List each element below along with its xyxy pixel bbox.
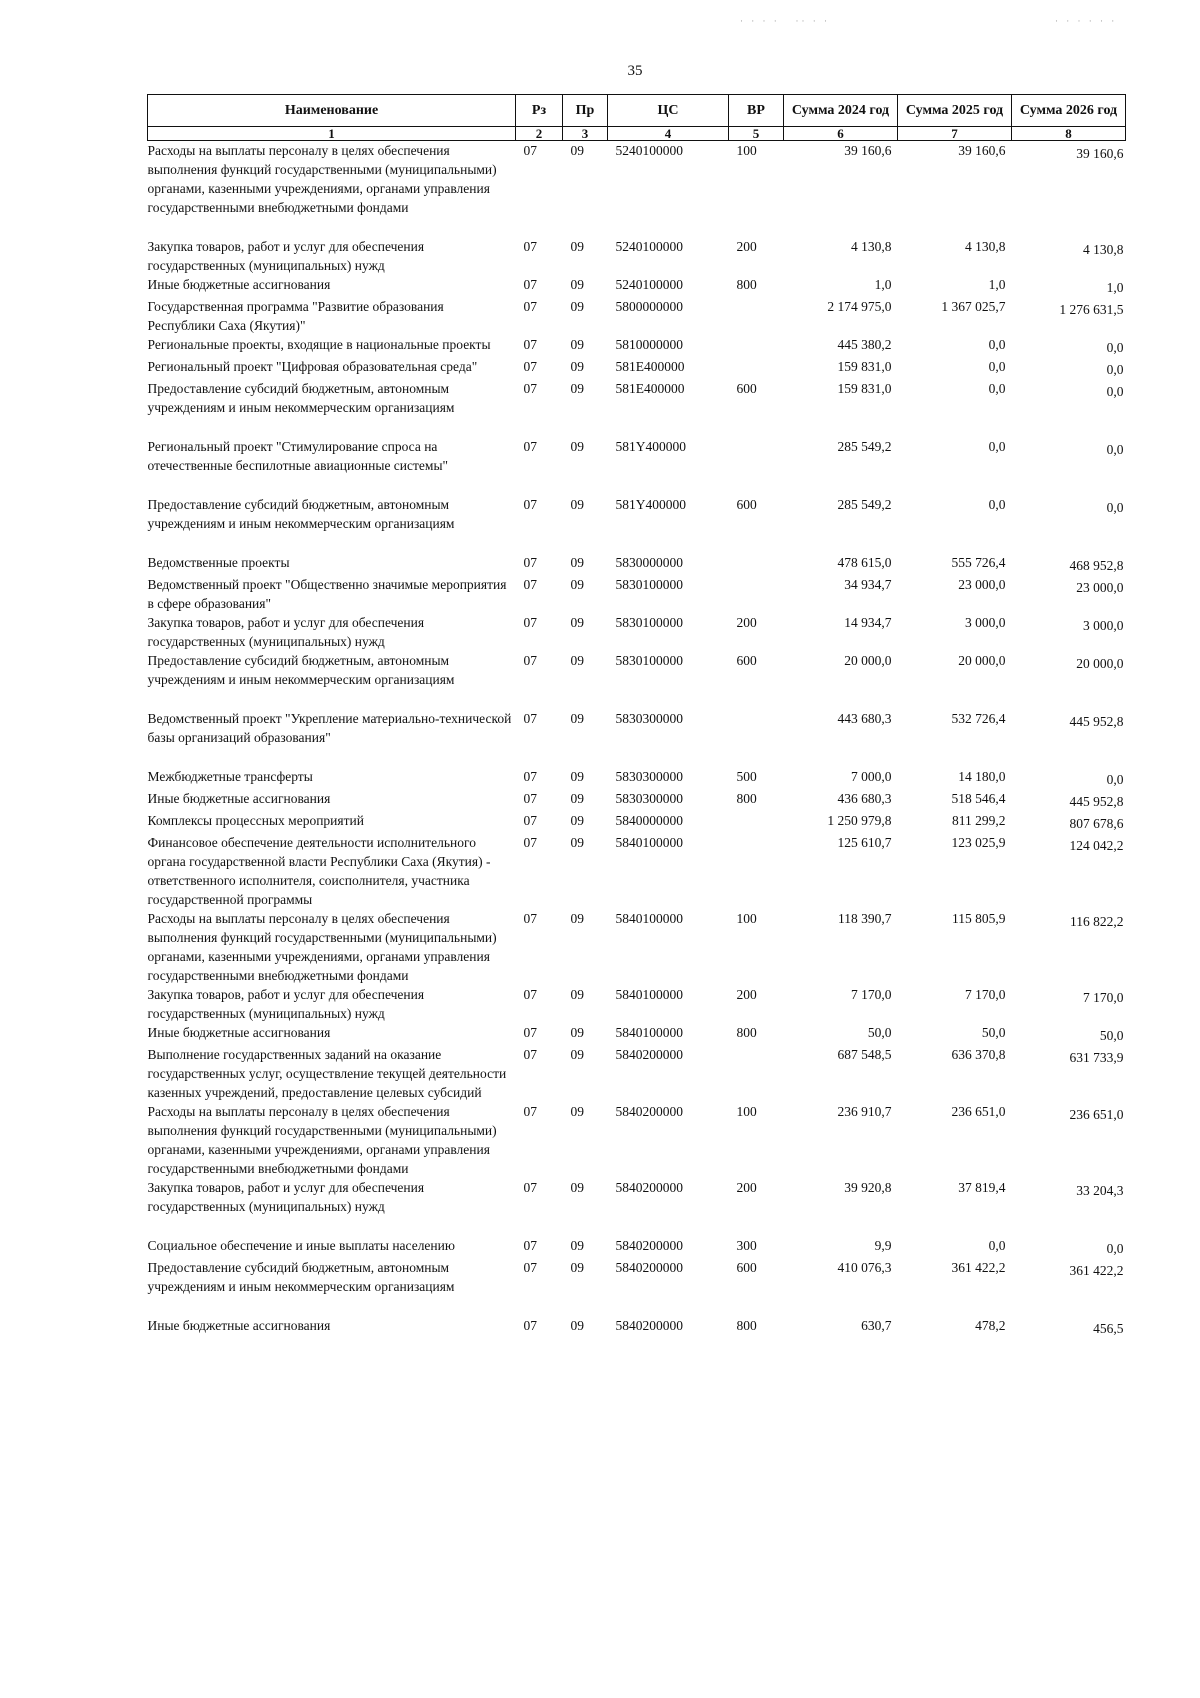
row-cs: 5840200000 bbox=[615, 1238, 683, 1253]
row-sum-2024: 20 000,0 bbox=[844, 653, 892, 668]
row-sum-2024: 125 610,7 bbox=[837, 835, 892, 850]
scan-artifact: · · · · · · bbox=[1055, 16, 1118, 26]
row-cs: 5830000000 bbox=[615, 555, 683, 570]
row-sum-2026: 0,0 bbox=[1106, 384, 1124, 399]
row-cs: 581Y400000 bbox=[615, 439, 686, 454]
row-sum-2024: 2 174 975,0 bbox=[827, 299, 892, 314]
row-sum-2026: 0,0 bbox=[1106, 1241, 1124, 1256]
header-pr: Пр bbox=[563, 95, 608, 127]
row-pr: 09 bbox=[570, 711, 584, 726]
row-sum-2026: 445 952,8 bbox=[1069, 794, 1124, 809]
row-cs: 581Y400000 bbox=[615, 497, 686, 512]
row-sum-2025: 39 160,6 bbox=[958, 143, 1006, 158]
row-vr bbox=[729, 833, 784, 909]
row-sum-2025: 3 000,0 bbox=[965, 615, 1006, 630]
row-pr: 09 bbox=[570, 299, 584, 314]
row-pr: 09 bbox=[570, 1047, 584, 1062]
row-sum-2025: 23 000,0 bbox=[958, 577, 1006, 592]
row-name: Ведомственные проекты bbox=[147, 555, 290, 570]
column-number: 6 bbox=[784, 127, 898, 141]
row-vr: 100 bbox=[736, 143, 757, 158]
row-rz: 07 bbox=[523, 299, 537, 314]
row-cs: 5840100000 bbox=[615, 835, 683, 850]
column-number: 8 bbox=[1012, 127, 1126, 141]
row-sum-2025: 1,0 bbox=[988, 277, 1006, 292]
row-pr: 09 bbox=[570, 381, 584, 396]
row-pr: 09 bbox=[570, 987, 584, 1002]
table-row bbox=[148, 335, 1126, 357]
row-pr: 09 bbox=[570, 1260, 584, 1275]
table-body bbox=[148, 141, 1126, 1339]
row-cs: 5240100000 bbox=[615, 143, 683, 158]
row-rz: 07 bbox=[523, 239, 537, 254]
row-name: Иные бюджетные ассигнования bbox=[147, 1025, 331, 1040]
row-sum-2026: 116 822,2 bbox=[1070, 914, 1124, 929]
row-sum-2026: 7 170,0 bbox=[1083, 990, 1124, 1005]
row-sum-2026: 0,0 bbox=[1106, 340, 1124, 355]
table-header bbox=[148, 95, 1126, 141]
row-sum-2026: 468 952,8 bbox=[1069, 558, 1124, 573]
table-row bbox=[148, 1236, 1126, 1258]
row-pr: 09 bbox=[570, 813, 584, 828]
row-sum-2026: 361 422,2 bbox=[1069, 1263, 1124, 1278]
row-vr: 600 bbox=[736, 381, 757, 396]
row-pr: 09 bbox=[570, 835, 584, 850]
row-rz: 07 bbox=[523, 143, 537, 158]
row-pr: 09 bbox=[570, 359, 584, 374]
row-sum-2025: 0,0 bbox=[988, 1238, 1006, 1253]
row-pr: 09 bbox=[570, 143, 584, 158]
row-sum-2024: 1 250 979,8 bbox=[827, 813, 892, 828]
row-vr: 500 bbox=[736, 769, 757, 784]
row-sum-2025: 0,0 bbox=[988, 337, 1006, 352]
row-vr bbox=[729, 575, 784, 613]
table-row bbox=[148, 613, 1126, 651]
row-vr: 100 bbox=[736, 911, 757, 926]
row-sum-2025: 236 651,0 bbox=[951, 1104, 1006, 1119]
row-cs: 5830300000 bbox=[615, 791, 683, 806]
column-number: 2 bbox=[516, 127, 563, 141]
row-rz: 07 bbox=[523, 381, 537, 396]
column-number: 3 bbox=[563, 127, 608, 141]
table-row bbox=[148, 575, 1126, 613]
row-pr: 09 bbox=[570, 1025, 584, 1040]
row-name: Закупка товаров, работ и услуг для обеспечения государственных (муниципальных) нужд bbox=[147, 987, 425, 1021]
row-sum-2024: 443 680,3 bbox=[837, 711, 892, 726]
row-cs: 5840100000 bbox=[615, 987, 683, 1002]
row-sum-2024: 285 549,2 bbox=[837, 439, 892, 454]
row-vr: 200 bbox=[736, 987, 757, 1002]
row-name: Закупка товаров, работ и услуг для обеспечения государственных (муниципальных) нужд bbox=[147, 615, 425, 649]
row-name: Расходы на выплаты персоналу в целях обеспечения выполнения функций государственными (муниципальными) органами, казенными учреждениями, органами управления государственными внебюджетными фондами bbox=[147, 1104, 497, 1176]
row-sum-2026: 50,0 bbox=[1099, 1028, 1124, 1043]
row-name: Закупка товаров, работ и услуг для обеспечения государственных (муниципальных) нужд bbox=[147, 239, 425, 273]
row-rz: 07 bbox=[523, 277, 537, 292]
table-row bbox=[148, 297, 1126, 335]
row-vr: 800 bbox=[736, 791, 757, 806]
row-rz: 07 bbox=[523, 1104, 537, 1119]
row-rz: 07 bbox=[523, 1238, 537, 1253]
row-name: Расходы на выплаты персоналу в целях обеспечения выполнения функций государственными (муниципальными) органами, казенными учреждениями, органами управления государственными внебюджетными фондами bbox=[147, 911, 497, 983]
table-row bbox=[148, 553, 1126, 575]
row-pr: 09 bbox=[570, 911, 584, 926]
header-sum-2025: Сумма 2025 год bbox=[898, 95, 1012, 127]
row-name: Межбюджетные трансферты bbox=[147, 769, 313, 784]
row-rz: 07 bbox=[523, 711, 537, 726]
row-pr: 09 bbox=[570, 277, 584, 292]
row-sum-2024: 159 831,0 bbox=[837, 381, 892, 396]
row-cs: 5800000000 bbox=[615, 299, 683, 314]
row-name: Региональный проект "Цифровая образовательная среда" bbox=[147, 359, 478, 374]
row-sum-2025: 115 805,9 bbox=[952, 911, 1006, 926]
row-sum-2026: 631 733,9 bbox=[1069, 1050, 1124, 1065]
row-sum-2025: 7 170,0 bbox=[965, 987, 1006, 1002]
row-cs: 5830300000 bbox=[615, 769, 683, 784]
row-sum-2025: 518 546,4 bbox=[951, 791, 1006, 806]
row-cs: 581E400000 bbox=[615, 381, 685, 396]
row-pr: 09 bbox=[570, 439, 584, 454]
row-vr: 200 bbox=[736, 1180, 757, 1195]
row-name: Предоставление субсидий бюджетным, автономным учреждениям и иным некоммерческим организациям bbox=[147, 381, 455, 415]
row-cs: 5840100000 bbox=[615, 1025, 683, 1040]
header-cs: ЦС bbox=[608, 95, 729, 127]
row-sum-2026: 445 952,8 bbox=[1069, 714, 1124, 729]
row-sum-2024: 285 549,2 bbox=[837, 497, 892, 512]
row-rz: 07 bbox=[523, 359, 537, 374]
header-rz: Рз bbox=[516, 95, 563, 127]
row-cs: 5840200000 bbox=[615, 1260, 683, 1275]
row-sum-2026: 23 000,0 bbox=[1076, 580, 1124, 595]
row-sum-2025: 4 130,8 bbox=[965, 239, 1006, 254]
row-pr: 09 bbox=[570, 1180, 584, 1195]
row-vr bbox=[729, 811, 784, 833]
table-row bbox=[148, 651, 1126, 709]
row-rz: 07 bbox=[523, 791, 537, 806]
row-pr: 09 bbox=[570, 1104, 584, 1119]
table-row bbox=[148, 495, 1126, 553]
row-sum-2024: 9,9 bbox=[874, 1238, 892, 1253]
header-vr: ВР bbox=[729, 95, 784, 127]
table-row bbox=[148, 275, 1126, 297]
row-rz: 07 bbox=[523, 1180, 537, 1195]
row-name: Предоставление субсидий бюджетным, автономным учреждениям и иным некоммерческим организациям bbox=[147, 1260, 455, 1294]
table-row bbox=[148, 1102, 1126, 1178]
row-vr: 300 bbox=[736, 1238, 757, 1253]
row-rz: 07 bbox=[523, 615, 537, 630]
row-pr: 09 bbox=[570, 1238, 584, 1253]
table-row bbox=[148, 811, 1126, 833]
row-name: Социальное обеспечение и иные выплаты населению bbox=[147, 1238, 455, 1253]
row-sum-2026: 0,0 bbox=[1106, 772, 1124, 787]
row-name: Расходы на выплаты персоналу в целях обеспечения выполнения функций государственными (муниципальными) органами, казенными учреждениями, органами управления государственными внебюджетными фондами bbox=[147, 143, 497, 215]
row-vr bbox=[729, 553, 784, 575]
row-vr: 100 bbox=[736, 1104, 757, 1119]
row-sum-2025: 636 370,8 bbox=[951, 1047, 1006, 1062]
row-sum-2026: 20 000,0 bbox=[1076, 656, 1124, 671]
row-sum-2024: 1,0 bbox=[874, 277, 892, 292]
table-row bbox=[148, 1045, 1126, 1102]
row-name: Иные бюджетные ассигнования bbox=[147, 791, 331, 806]
row-cs: 5830100000 bbox=[615, 653, 683, 668]
row-rz: 07 bbox=[523, 1318, 537, 1333]
row-pr: 09 bbox=[570, 653, 584, 668]
column-number: 4 bbox=[608, 127, 729, 141]
row-sum-2024: 236 910,7 bbox=[837, 1104, 892, 1119]
row-vr: 600 bbox=[736, 497, 757, 512]
row-vr: 600 bbox=[736, 653, 757, 668]
row-vr: 800 bbox=[736, 1318, 757, 1333]
table-row bbox=[148, 1316, 1126, 1338]
row-cs: 581E400000 bbox=[615, 359, 685, 374]
row-rz: 07 bbox=[523, 577, 537, 592]
row-sum-2024: 687 548,5 bbox=[837, 1047, 892, 1062]
table-row bbox=[148, 833, 1126, 909]
row-rz: 07 bbox=[523, 555, 537, 570]
table-row bbox=[148, 357, 1126, 379]
row-pr: 09 bbox=[570, 337, 584, 352]
row-sum-2025: 14 180,0 bbox=[958, 769, 1006, 784]
table-row bbox=[148, 379, 1126, 437]
row-name: Предоставление субсидий бюджетным, автономным учреждениям и иным некоммерческим организациям bbox=[147, 653, 455, 687]
row-pr: 09 bbox=[570, 555, 584, 570]
row-sum-2024: 436 680,3 bbox=[837, 791, 892, 806]
row-rz: 07 bbox=[523, 653, 537, 668]
row-name: Выполнение государственных заданий на оказание государственных услуг, осуществление текущей деятельности казенных учреждений, предоставление целевых субсидий bbox=[147, 1047, 507, 1100]
row-rz: 07 bbox=[523, 1025, 537, 1040]
row-sum-2026: 3 000,0 bbox=[1083, 618, 1124, 633]
row-vr bbox=[729, 709, 784, 767]
row-pr: 09 bbox=[570, 239, 584, 254]
table-row bbox=[148, 437, 1126, 495]
page-number: 35 bbox=[627, 63, 643, 79]
row-sum-2026: 0,0 bbox=[1106, 500, 1124, 515]
row-sum-2024: 4 130,8 bbox=[851, 239, 892, 254]
row-sum-2026: 807 678,6 bbox=[1069, 816, 1124, 831]
row-cs: 5840200000 bbox=[615, 1180, 683, 1195]
row-vr: 600 bbox=[736, 1260, 757, 1275]
row-sum-2024: 7 170,0 bbox=[851, 987, 892, 1002]
row-cs: 5830100000 bbox=[615, 577, 683, 592]
header-row bbox=[148, 95, 1126, 127]
row-sum-2026: 1,0 bbox=[1106, 280, 1124, 295]
row-sum-2026: 456,5 bbox=[1093, 1321, 1124, 1336]
row-sum-2026: 124 042,2 bbox=[1069, 838, 1124, 853]
column-number-row bbox=[148, 127, 1126, 141]
row-cs: 5840000000 bbox=[615, 813, 683, 828]
row-cs: 5840100000 bbox=[615, 911, 683, 926]
row-pr: 09 bbox=[570, 615, 584, 630]
row-cs: 5840200000 bbox=[615, 1104, 683, 1119]
row-sum-2025: 478,2 bbox=[975, 1318, 1006, 1333]
row-vr bbox=[729, 1045, 784, 1102]
row-vr: 800 bbox=[736, 277, 757, 292]
row-sum-2026: 1 276 631,5 bbox=[1059, 302, 1124, 317]
row-name: Ведомственный проект "Общественно значимые мероприятия в сфере образования" bbox=[147, 577, 507, 611]
row-cs: 5840200000 bbox=[615, 1047, 683, 1062]
row-name: Государственная программа "Развитие образования Республики Саха (Якутия)" bbox=[147, 299, 444, 333]
row-cs: 5830100000 bbox=[615, 615, 683, 630]
row-rz: 07 bbox=[523, 1047, 537, 1062]
row-cs: 5830300000 bbox=[615, 711, 683, 726]
row-sum-2024: 445 380,2 bbox=[837, 337, 892, 352]
row-sum-2025: 811 299,2 bbox=[952, 813, 1006, 828]
row-sum-2025: 361 422,2 bbox=[951, 1260, 1006, 1275]
row-sum-2025: 0,0 bbox=[988, 497, 1006, 512]
row-rz: 07 bbox=[523, 337, 537, 352]
row-sum-2026: 33 204,3 bbox=[1076, 1183, 1124, 1198]
row-name: Предоставление субсидий бюджетным, автономным учреждениям и иным некоммерческим организациям bbox=[147, 497, 455, 531]
row-rz: 07 bbox=[523, 911, 537, 926]
row-name: Иные бюджетные ассигнования bbox=[147, 277, 331, 292]
row-pr: 09 bbox=[570, 577, 584, 592]
row-pr: 09 bbox=[570, 497, 584, 512]
header-sum-2026: Сумма 2026 год bbox=[1012, 95, 1126, 127]
budget-table bbox=[147, 94, 1126, 1338]
row-sum-2026: 39 160,6 bbox=[1076, 146, 1124, 161]
table-row bbox=[148, 985, 1126, 1023]
table-row bbox=[148, 1023, 1126, 1045]
row-sum-2024: 118 390,7 bbox=[838, 911, 892, 926]
row-sum-2025: 37 819,4 bbox=[958, 1180, 1006, 1195]
row-sum-2024: 39 920,8 bbox=[844, 1180, 892, 1195]
header-name: Наименование bbox=[148, 95, 516, 127]
row-rz: 07 bbox=[523, 835, 537, 850]
row-sum-2024: 39 160,6 bbox=[844, 143, 892, 158]
row-name: Комплексы процессных мероприятий bbox=[147, 813, 364, 828]
column-number: 1 bbox=[148, 127, 516, 141]
row-rz: 07 bbox=[523, 439, 537, 454]
row-pr: 09 bbox=[570, 791, 584, 806]
row-name: Финансовое обеспечение деятельности исполнительного органа государственной власти Республики Саха (Якутия) - ответственного исполнителя, соисполнителя, участника государственной программы bbox=[147, 835, 491, 907]
row-sum-2025: 50,0 bbox=[981, 1025, 1006, 1040]
table-row bbox=[148, 709, 1126, 767]
table-row bbox=[148, 141, 1126, 238]
row-sum-2025: 532 726,4 bbox=[951, 711, 1006, 726]
row-sum-2024: 50,0 bbox=[867, 1025, 892, 1040]
row-cs: 5240100000 bbox=[615, 277, 683, 292]
row-name: Ведомственный проект "Укрепление материально-технической базы организаций образования" bbox=[147, 711, 512, 745]
row-rz: 07 bbox=[523, 987, 537, 1002]
row-sum-2024: 478 615,0 bbox=[837, 555, 892, 570]
row-cs: 5240100000 bbox=[615, 239, 683, 254]
row-sum-2024: 410 076,3 bbox=[837, 1260, 892, 1275]
row-name: Региональные проекты, входящие в национальные проекты bbox=[147, 337, 491, 352]
table-row bbox=[148, 1178, 1126, 1236]
row-name: Региональный проект "Стимулирование спроса на отечественные беспилотные авиационные системы" bbox=[147, 439, 449, 473]
row-vr: 200 bbox=[736, 615, 757, 630]
row-sum-2026: 0,0 bbox=[1106, 442, 1124, 457]
row-sum-2025: 0,0 bbox=[988, 439, 1006, 454]
row-vr: 200 bbox=[736, 239, 757, 254]
table-row bbox=[148, 237, 1126, 275]
row-sum-2026: 236 651,0 bbox=[1069, 1107, 1124, 1122]
row-sum-2024: 630,7 bbox=[861, 1318, 892, 1333]
row-sum-2025: 0,0 bbox=[988, 359, 1006, 374]
row-rz: 07 bbox=[523, 813, 537, 828]
row-vr bbox=[729, 357, 784, 379]
row-sum-2024: 159 831,0 bbox=[837, 359, 892, 374]
table-row bbox=[148, 909, 1126, 985]
column-number: 5 bbox=[729, 127, 784, 141]
row-sum-2026: 4 130,8 bbox=[1083, 242, 1124, 257]
row-cs: 5840200000 bbox=[615, 1318, 683, 1333]
row-cs: 5810000000 bbox=[615, 337, 683, 352]
row-rz: 07 bbox=[523, 769, 537, 784]
column-number: 7 bbox=[898, 127, 1012, 141]
row-sum-2025: 0,0 bbox=[988, 381, 1006, 396]
row-sum-2025: 555 726,4 bbox=[951, 555, 1006, 570]
row-vr bbox=[729, 297, 784, 335]
row-sum-2024: 34 934,7 bbox=[844, 577, 892, 592]
row-vr bbox=[729, 437, 784, 495]
row-sum-2024: 7 000,0 bbox=[851, 769, 892, 784]
table-row bbox=[148, 1258, 1126, 1316]
row-sum-2025: 1 367 025,7 bbox=[941, 299, 1006, 314]
row-vr: 800 bbox=[736, 1025, 757, 1040]
row-rz: 07 bbox=[523, 497, 537, 512]
table-row bbox=[148, 767, 1126, 789]
row-sum-2026: 0,0 bbox=[1106, 362, 1124, 377]
table-row bbox=[148, 789, 1126, 811]
row-name: Иные бюджетные ассигнования bbox=[147, 1318, 331, 1333]
row-pr: 09 bbox=[570, 1318, 584, 1333]
scan-artifact: · · · · ·· · · bbox=[740, 16, 830, 26]
header-sum-2024: Сумма 2024 год bbox=[784, 95, 898, 127]
row-sum-2024: 14 934,7 bbox=[844, 615, 892, 630]
row-sum-2025: 123 025,9 bbox=[951, 835, 1006, 850]
row-pr: 09 bbox=[570, 769, 584, 784]
row-rz: 07 bbox=[523, 1260, 537, 1275]
row-name: Закупка товаров, работ и услуг для обеспечения государственных (муниципальных) нужд bbox=[147, 1180, 425, 1214]
row-vr bbox=[729, 335, 784, 357]
row-sum-2025: 20 000,0 bbox=[958, 653, 1006, 668]
